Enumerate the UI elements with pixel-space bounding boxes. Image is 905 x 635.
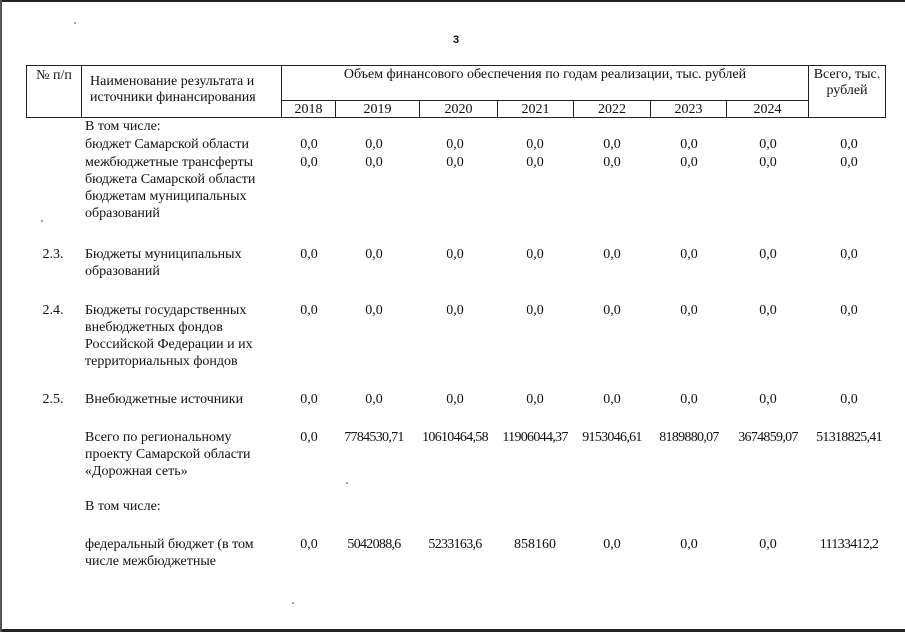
row-name: Бюджеты государственных внебюджетных фондов Российской Федерации и их территориальных фондов [85,303,253,369]
header-year-2021: 2021 [498,101,574,118]
row-value-2019: 0,0 [365,137,383,152]
row-value-2018: 0,0 [300,137,318,152]
row-value-total: 11133412,2 [819,537,879,552]
row-value-2018: 0,0 [300,537,318,552]
header-funding-group: Объем финансового обеспечения по годам реализации, тыс. рублей [282,66,809,101]
page-border-left [0,0,2,632]
row-number: 2.3. [42,247,64,262]
row-name: В том числе: [85,499,161,514]
row-value-2019: 7784530,71 [344,430,404,445]
page-border-bottom [0,629,905,632]
header-year-2023: 2023 [651,101,727,118]
row-value-2023: 0,0 [680,392,698,407]
row-value-2020: 0,0 [446,247,464,262]
row-value-2024: 0,0 [759,303,777,318]
row-value-2023: 0,0 [680,303,698,318]
page-number: 3 [452,34,460,46]
row-value-2022: 0,0 [603,247,621,262]
row-value-2023: 0,0 [680,155,698,170]
scan-speck [292,602,294,604]
header-year-2022: 2022 [574,101,651,118]
row-value-2020: 0,0 [446,392,464,407]
row-value-2022: 0,0 [603,392,621,407]
scan-speck [74,22,76,24]
row-value-2024: 0,0 [759,155,777,170]
row-value-total: 0,0 [840,247,858,262]
row-value-2021: 858160 [514,537,556,552]
header-year-2019: 2019 [336,101,420,118]
header-number-column: № п/п [27,66,82,118]
row-value-2018: 0,0 [300,155,318,170]
row-value-2019: 0,0 [365,155,383,170]
row-value-2023: 0,0 [680,247,698,262]
row-value-2018: 0,0 [300,303,318,318]
row-name: межбюджетные трансферты бюджета Самарской области бюджетам муниципальных образований [85,155,256,221]
row-value-2024: 0,0 [759,537,777,552]
row-name: Внебюджетные источники [85,392,244,407]
row-value-2019: 5042088,6 [347,537,401,552]
row-value-2019: 0,0 [365,303,383,318]
row-value-2023: 0,0 [680,537,698,552]
row-value-2023: 8189880,07 [659,430,719,445]
header-total-column: Всего, тыс. рублей [809,66,886,118]
row-value-2022: 0,0 [603,155,621,170]
row-value-2024: 0,0 [759,137,777,152]
row-value-2023: 0,0 [680,137,698,152]
row-value-2020: 0,0 [446,137,464,152]
row-value-2021: 0,0 [526,303,544,318]
row-value-2020: 5233163,6 [428,537,482,552]
row-number: 2.4. [42,303,64,318]
row-value-2021: 0,0 [526,155,544,170]
header-year-2018: 2018 [282,101,336,118]
row-value-2022: 0,0 [603,303,621,318]
row-value-2022: 0,0 [603,137,621,152]
row-value-2021: 0,0 [526,392,544,407]
row-number: 2.5. [42,392,64,407]
row-name: федеральный бюджет (в том числе межбюджетные [85,537,254,569]
page-border-top [0,0,905,2]
header-name-column: Наименование результата и источники финансирования [82,66,282,118]
row-value-2021: 0,0 [526,247,544,262]
header-year-2024: 2024 [727,101,809,118]
row-value-2021: 11906044,37 [502,430,568,445]
row-name: Бюджеты муниципальных образований [85,247,242,279]
row-value-2020: 0,0 [446,303,464,318]
row-value-total: 0,0 [840,137,858,152]
row-value-total: 0,0 [840,392,858,407]
row-value-2018: 0,0 [300,392,318,407]
row-value-total: 0,0 [840,155,858,170]
row-value-2024: 0,0 [759,392,777,407]
row-value-2022: 9153046,61 [582,430,642,445]
row-value-total: 0,0 [840,303,858,318]
header-year-2020: 2020 [420,101,498,118]
row-name: В том числе: [85,119,161,134]
row-value-2022: 0,0 [603,537,621,552]
row-value-2021: 0,0 [526,137,544,152]
row-value-2024: 3674859,07 [738,430,798,445]
row-value-2019: 0,0 [365,247,383,262]
row-value-2018: 0,0 [300,247,318,262]
row-name: Всего по региональному проекту Самарской области «Дорожная сеть» [85,430,251,479]
row-value-2018: 0,0 [300,430,318,445]
scan-speck [41,220,43,222]
row-value-total: 51318825,41 [816,430,882,445]
financing-table-header [26,65,886,118]
row-value-2024: 0,0 [759,247,777,262]
row-value-2020: 10610464,58 [422,430,488,445]
row-value-2020: 0,0 [446,155,464,170]
row-value-2019: 0,0 [365,392,383,407]
row-name: бюджет Самарской области [85,137,249,152]
scan-speck [346,482,348,484]
